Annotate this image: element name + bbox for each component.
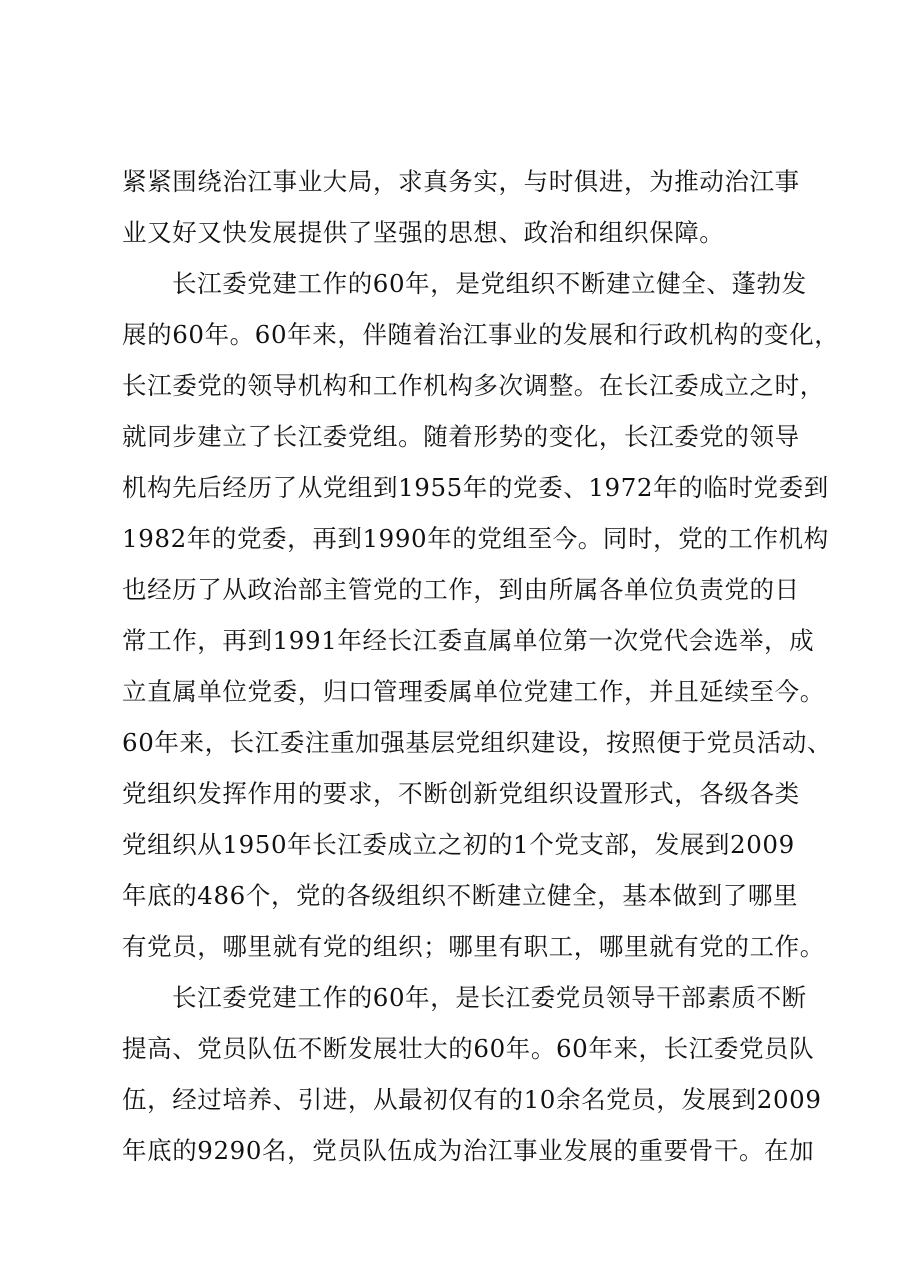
text-line: 长江委党的领导机构和工作机构多次调整。在长江委成立之时， [122, 371, 825, 400]
text-line: 有党员，哪里就有党的组织；哪里有职工，哪里就有党的工作。 [122, 932, 825, 961]
text-line: 就同步建立了长江委党组。随着形势的变化，长江委党的领导 [122, 422, 800, 451]
text-line: 机构先后经历了从党组到1955年的党委、1972年的临时党委到 [122, 473, 829, 502]
text-line: 年底的486个，党的各级组织不断建立健全，基本做到了哪里 [122, 881, 799, 910]
text-line: 展的60年。60年来，伴随着治江事业的发展和行政机构的变化， [122, 320, 840, 349]
text-line: 也经历了从政治部主管党的工作，到由所属各单位负责党的日 [122, 575, 800, 604]
text-line: 伍，经过培养、引进，从最初仅有的10余名党员，发展到2009 [122, 1085, 822, 1114]
text-line: 60年来，长江委注重加强基层党组织建设，按照便于党员活动、 [122, 728, 833, 757]
text-line: 党组织从1950年长江委成立之初的1个党支部，发展到2009 [122, 830, 795, 859]
text-line: 年底的9290名，党员队伍成为治江事业发展的重要骨干。在加 [122, 1136, 815, 1165]
text-line: 提高、党员队伍不断发展壮大的60年。60年来，长江委党员队 [122, 1034, 815, 1063]
text-line: 紧紧围绕治江事业大局，求真务实，与时俱进，为推动治江事 [122, 167, 800, 196]
text-line: 业又好又快发展提供了坚强的思想、政治和组织保障。 [122, 218, 725, 247]
text-line: 常工作，再到1991年经长江委直属单位第一次党代会选举，成 [122, 626, 815, 655]
text-line: 立直属单位党委，归口管理委属单位党建工作，并且延续至今。 [122, 677, 825, 706]
paragraph-start-line: 长江委党建工作的60年，是长江委党员领导干部素质不断 [172, 983, 807, 1012]
text-line: 党组织发挥作用的要求，不断创新党组织设置形式，各级各类 [122, 779, 800, 808]
paragraph-start-line: 长江委党建工作的60年，是党组织不断建立健全、蓬勃发 [172, 269, 807, 298]
text-line: 1982年的党委，再到1990年的党组至今。同时，党的工作机构 [122, 524, 829, 553]
